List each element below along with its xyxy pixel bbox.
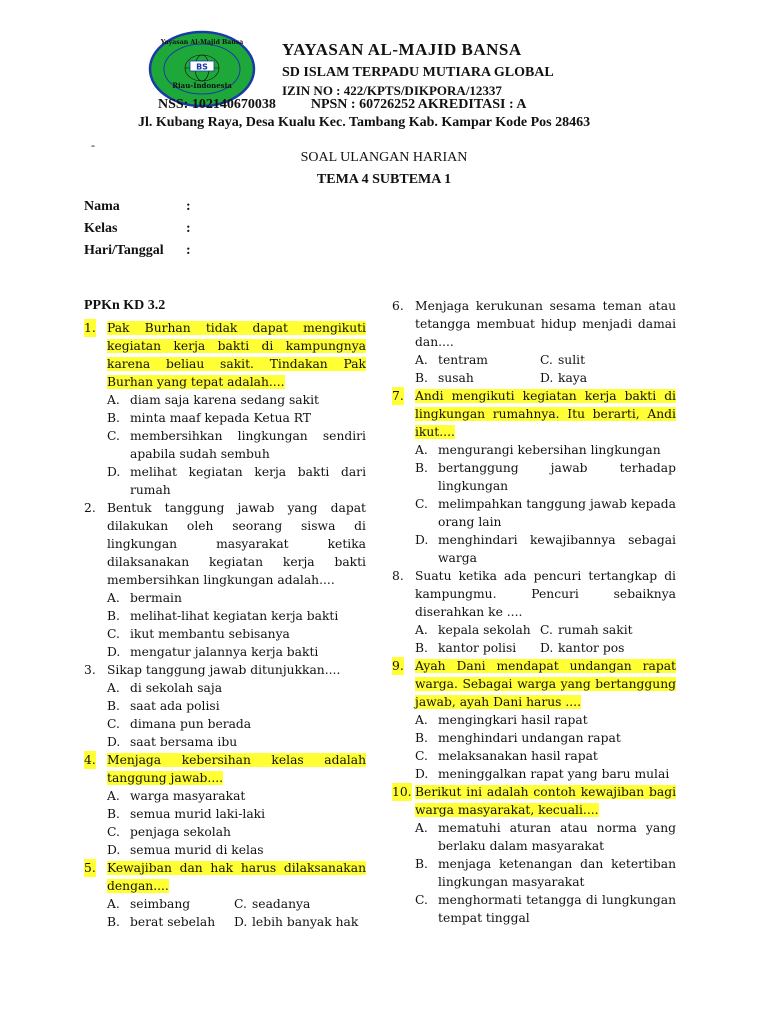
option: C. rumah sakit — [540, 623, 633, 637]
question-text: Pak Burhan tidak dapat mengikuti kegiatan kerja bakti di kampungnya karena beliau sakit. Tindakan Pak Burhan yang tepat adalah.... — [107, 321, 366, 389]
option: C. ikut membantu sebisanya — [107, 627, 290, 641]
option: B. susah — [415, 371, 474, 385]
org-name: YAYASAN AL-MAJID BANSA — [282, 40, 522, 59]
option-row — [392, 369, 676, 387]
option: C. melaksanakan hasil rapat — [415, 749, 598, 763]
option: C. penjaga sekolah — [107, 825, 231, 839]
question-text: Menjaga kebersihan kelas adalah tanggung jawab.... — [107, 753, 366, 785]
question-7 — [392, 387, 676, 441]
header-dash: - — [91, 138, 95, 152]
option-row — [392, 621, 676, 639]
option-row — [84, 913, 366, 931]
option: A. seimbang — [107, 897, 191, 911]
question-9 — [392, 657, 676, 711]
question-6 — [392, 297, 676, 351]
question-1 — [84, 319, 366, 391]
question-number: 6. — [392, 299, 404, 313]
option: D. menghindari kewajibannya sebagai warga — [415, 533, 676, 565]
logo-text-bottom: Riau-Indonesia — [172, 81, 232, 90]
question-number: 7. — [392, 389, 404, 403]
option: B. saat ada polisi — [107, 699, 220, 713]
option: B. bertanggung jawab terhadap lingkungan — [415, 461, 676, 493]
left-column — [84, 297, 366, 931]
question-number: 9. — [392, 659, 404, 673]
question-text: Suatu ketika ada pencuri tertangkap di kampungmu. Pencuri sebaiknya diserahkan ke .... — [415, 569, 676, 619]
option: C. membersihkan lingkungan sendiri apabila sudah sembuh — [107, 429, 366, 461]
question-number: 8. — [392, 569, 404, 583]
name-colon: : — [186, 199, 191, 214]
option: A. mengingkari hasil rapat — [415, 713, 588, 727]
section-heading: PPKn KD 3.2 — [84, 298, 166, 313]
nss-number: NSS: 102140670038 — [158, 97, 276, 112]
option: A. mengurangi kebersihan lingkungan — [415, 443, 661, 457]
option: A. kepala sekolah — [415, 623, 531, 637]
exam-title: SOAL ULANGAN HARIAN — [300, 150, 468, 165]
question-number: 1. — [84, 321, 96, 335]
school-ids — [158, 97, 526, 113]
class-label: Kelas — [84, 221, 118, 236]
question-number: 3. — [84, 663, 96, 677]
option: B. menghindari undangan rapat — [415, 731, 621, 745]
question-4 — [84, 751, 366, 787]
option: A. diam saja karena sedang sakit — [107, 393, 319, 407]
question-text: Menjaga kerukunan sesama teman atau tetangga membuat hidup menjadi damai dan.... — [415, 299, 676, 349]
question-5 — [84, 859, 366, 895]
option: D. semua murid di kelas — [107, 843, 264, 857]
question-2 — [84, 499, 366, 589]
question-number: 4. — [84, 753, 96, 767]
name-label: Nama — [84, 199, 120, 214]
question-text: Berikut ini adalah contoh kewajiban bagi warga masyarakat, kecuali.... — [415, 785, 676, 817]
option: B. kantor polisi — [415, 641, 517, 655]
option: C. seadanya — [234, 897, 311, 911]
class-colon: : — [186, 221, 191, 236]
option: B. minta maaf kepada Ketua RT — [107, 411, 312, 425]
option-row — [84, 895, 366, 913]
question-text: Bentuk tanggung jawab yang dapat dilakukan oleh seorang siswa di lingkungan masyarakat ketika dilaksanakan kegiatan kerja bakti membersihkan lingkungan adalah.... — [107, 501, 366, 587]
option: A. mematuhi aturan atau norma yang berlaku dalam masyarakat — [415, 821, 676, 853]
logo-text-top: Yayasan Al-Majid Bansa — [160, 39, 244, 46]
question-3 — [84, 661, 366, 679]
option: C. melimpahkan tanggung jawab kepada orang lain — [415, 497, 676, 529]
option-row — [392, 639, 676, 657]
option: D. saat bersama ibu — [107, 735, 238, 749]
date-label: Hari/Tanggal — [84, 243, 164, 258]
option: D. kantor pos — [540, 641, 625, 655]
option: A. bermain — [107, 591, 182, 605]
option: C. dimana pun berada — [107, 717, 252, 731]
logo-initials: BS — [196, 62, 208, 72]
npsn-accreditation: NPSN : 60726252 AKREDITASI : A — [310, 97, 527, 112]
right-column — [392, 297, 676, 927]
question-8 — [392, 567, 676, 621]
option: D. melihat kegiatan kerja bakti dari rumah — [107, 465, 366, 497]
question-number: 10. — [392, 785, 412, 799]
option: D. lebih banyak hak — [234, 915, 359, 929]
question-text: Ayah Dani mendapat undangan rapat warga. Sebagai warga yang bertanggung jawab, ayah Dani harus .... — [415, 659, 676, 709]
question-number: 2. — [84, 501, 96, 515]
option: D. mengatur jalannya kerja bakti — [107, 645, 319, 659]
question-text: Kewajiban dan hak harus dilaksanakan dengan.... — [107, 861, 366, 893]
option: A. tentram — [415, 353, 488, 367]
date-colon: : — [186, 243, 191, 258]
option-row — [392, 351, 676, 369]
option: C. menghormati tetangga di lungkungan tempat tinggal — [415, 893, 676, 925]
option: A. warga masyarakat — [107, 789, 246, 803]
option: B. berat sebelah — [107, 915, 216, 929]
school-address: Jl. Kubang Raya, Desa Kualu Kec. Tambang Kab. Kampar Kode Pos 28463 — [138, 115, 591, 130]
question-10 — [392, 783, 676, 819]
option: B. melihat-lihat kegiatan kerja bakti — [107, 609, 339, 623]
license-number: IZIN NO : 422/KPTS/DIKPORA/12337 — [282, 83, 502, 98]
school-name: SD ISLAM TERPADU MUTIARA GLOBAL — [282, 65, 554, 80]
option: A. di sekolah saja — [107, 681, 223, 695]
exam-subtitle: TEMA 4 SUBTEMA 1 — [316, 172, 452, 187]
option: C. sulit — [540, 353, 586, 367]
question-text: Sikap tanggung jawab ditunjukkan.... — [107, 663, 341, 677]
option: B. semua murid laki-laki — [107, 807, 266, 821]
question-text: Andi mengikuti kegiatan kerja bakti di lingkungan rumahnya. Itu berarti, Andi ikut.... — [415, 389, 676, 439]
option: D. kaya — [540, 371, 588, 385]
option: D. meninggalkan rapat yang baru mulai — [415, 767, 670, 781]
option: B. menjaga ketenangan dan ketertiban lingkungan masyarakat — [415, 857, 676, 889]
question-number: 5. — [84, 861, 96, 875]
